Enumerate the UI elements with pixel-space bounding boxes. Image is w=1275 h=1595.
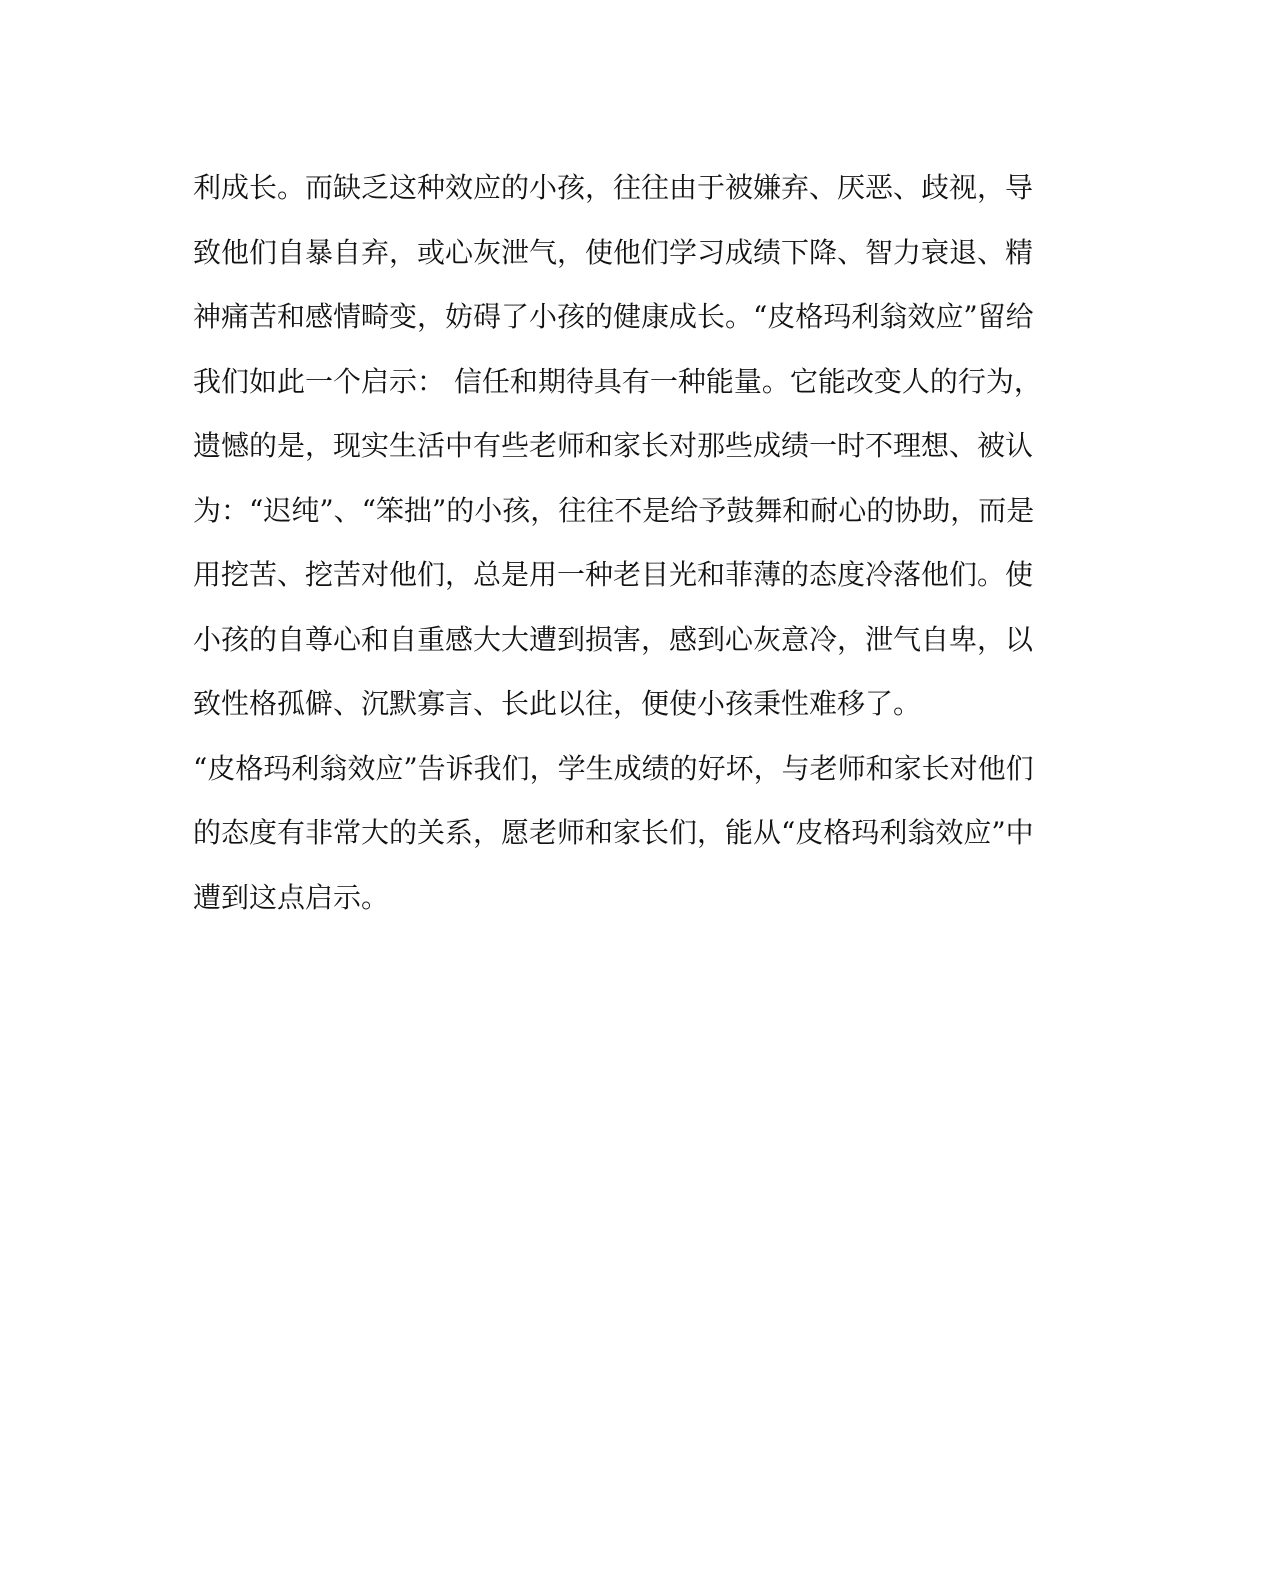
text-line: 小孩的自尊心和自重感大大遭到损害，感到心灰意冷，泄气自卑，以 <box>193 622 1034 656</box>
text-line: 遗憾的是，现实生活中有些老师和家长对那些成绩一时不理想、被认 <box>193 429 1034 462</box>
text-line: “皮格玛利翁效应”告诉我们，学生成绩的好坏，与老师和家长对他们 <box>193 751 1034 785</box>
text-line: 致性格孤僻、沉默寡言、长此以往，便使小孩秉性难移了。 <box>193 687 922 720</box>
text-line: 致他们自暴自弃，或心灰泄气，使他们学习成绩下降、智力衰退、精 <box>193 235 1034 269</box>
text-line: 的态度有非常大的关系，愿老师和家长们，能从“皮格玛利翁效应”中 <box>193 816 1034 849</box>
text-line: 神痛苦和感情畸变，妨碍了小孩的健康成长。“皮格玛利翁效应”留给 <box>193 300 1034 333</box>
text-line: 为：“迟纯”、“笨拙”的小孩，往往不是给予鼓舞和耐心的协助，而是 <box>193 493 1035 527</box>
body-text <box>193 156 1093 930</box>
text-line: 我们如此一个启示： 信任和期待具有一种能量。它能改变人的行为， <box>193 364 1042 398</box>
text-line: 遭到这点启示。 <box>193 880 390 914</box>
text-line: 利成长。而缺乏这种效应的小孩，往往由于被嫌弃、厌恶、歧视，导 <box>193 171 1034 204</box>
text-line: 用挖苦、挖苦对他们，总是用一种老目光和菲薄的态度冷落他们。使 <box>193 558 1034 591</box>
